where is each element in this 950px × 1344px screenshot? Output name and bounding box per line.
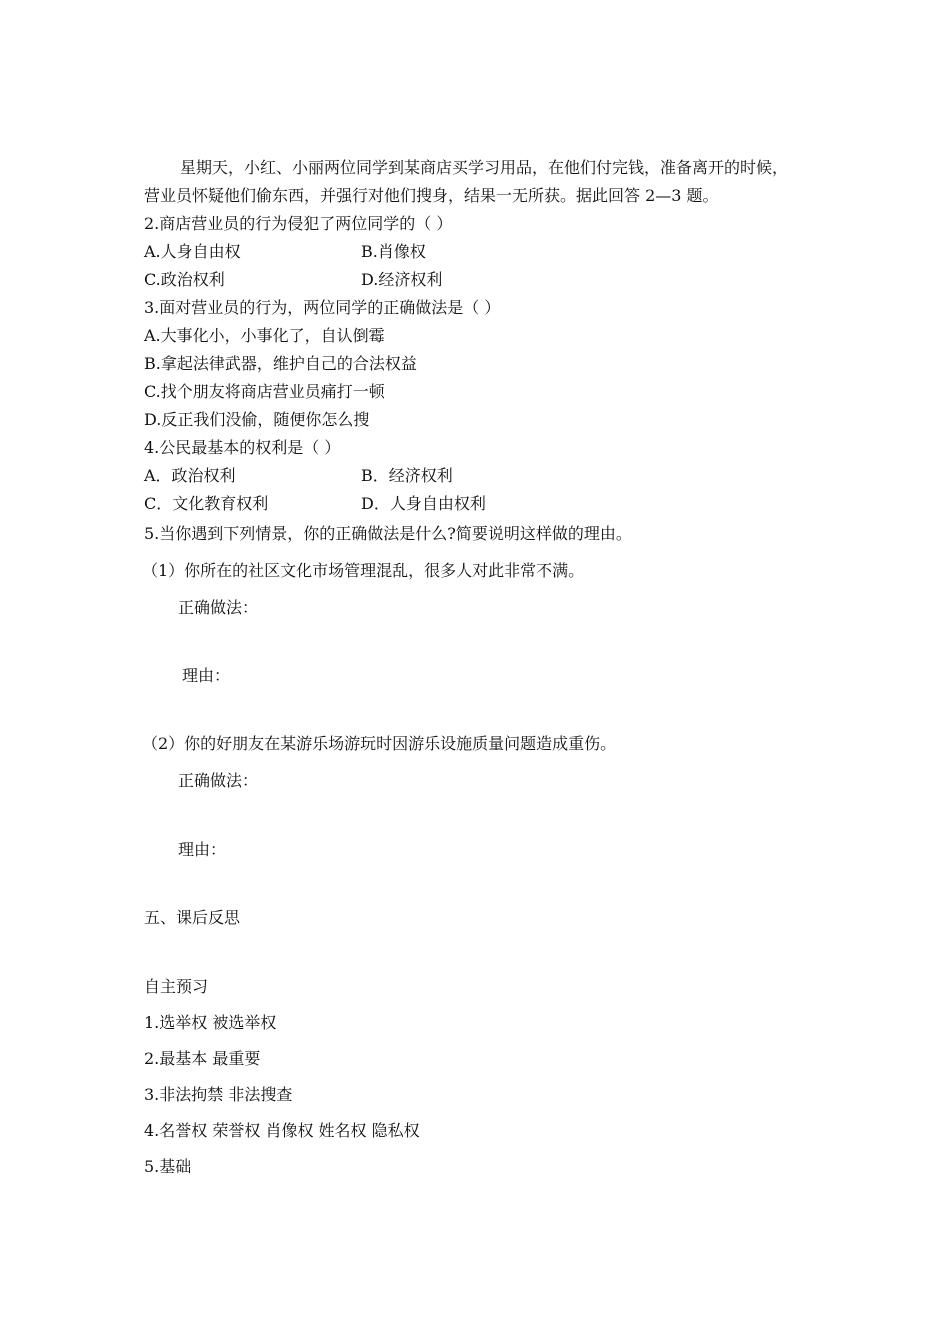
question-2-option-c: C.政治权利 xyxy=(144,270,225,289)
question-2-option-a: A.人身自由权 xyxy=(144,242,241,261)
scenario-2-reason-label: 理由： xyxy=(178,840,227,859)
scenario-2-method-label: 正确做法： xyxy=(178,771,259,790)
question-3-option-b: B.拿起法律武器，维护自己的合法权益 xyxy=(144,354,417,373)
preview-answer-5: 5.基础 xyxy=(144,1157,192,1176)
scenario-1-method-label: 正确做法： xyxy=(178,598,259,617)
question-3-option-a: A.大事化小，小事化了，自认倒霉 xyxy=(144,326,385,345)
question-3-option-d: D.反正我们没偷，随便你怎么搜 xyxy=(144,410,370,429)
question-4-option-c: C．文化教育权利 xyxy=(144,494,269,513)
scenario-1-reason-label: 理由： xyxy=(182,666,231,685)
question-3-option-c: C.找个朋友将商店营业员痛打一顿 xyxy=(144,382,385,401)
scenario-2: （2）你的好朋友在某游乐场游玩时因游乐设施质量问题造成重伤。 xyxy=(142,734,617,753)
passage-line-1: 星期天，小红、小丽两位同学到某商店买学习用品，在他们付完钱，准备离开的时候， xyxy=(180,158,789,177)
preview-heading: 自主预习 xyxy=(144,977,209,996)
question-2-option-d: D.经济权利 xyxy=(361,270,443,289)
question-4-option-b: B．经济权利 xyxy=(361,466,453,485)
question-5-stem: 5.当你遇到下列情景，你的正确做法是什么?简要说明这样做的理由。 xyxy=(144,524,632,543)
question-4-stem: 4.公民最基本的权利是（ ） xyxy=(144,438,341,457)
question-4-option-d: D．人身自由权利 xyxy=(361,494,486,513)
preview-answer-2: 2.最基本 最重要 xyxy=(144,1049,261,1068)
preview-answer-4: 4.名誉权 荣誉权 肖像权 姓名权 隐私权 xyxy=(144,1121,420,1140)
section-5-heading: 五、课后反思 xyxy=(144,908,241,927)
scenario-1: （1）你所在的社区文化市场管理混乱，很多人对此非常不满。 xyxy=(142,561,585,580)
question-2-option-b: B.肖像权 xyxy=(361,242,426,261)
passage-line-2: 营业员怀疑他们偷东西，并强行对他们搜身，结果一无所获。据此回答 2—3 题。 xyxy=(144,186,719,205)
preview-answer-1: 1.选举权 被选举权 xyxy=(144,1013,277,1032)
question-2-stem: 2.商店营业员的行为侵犯了两位同学的（ ） xyxy=(144,214,453,233)
preview-answer-3: 3.非法拘禁 非法搜查 xyxy=(144,1085,293,1104)
question-4-option-a: A．政治权利 xyxy=(144,466,236,485)
question-3-stem: 3.面对营业员的行为，两位同学的正确做法是（ ） xyxy=(144,298,501,317)
